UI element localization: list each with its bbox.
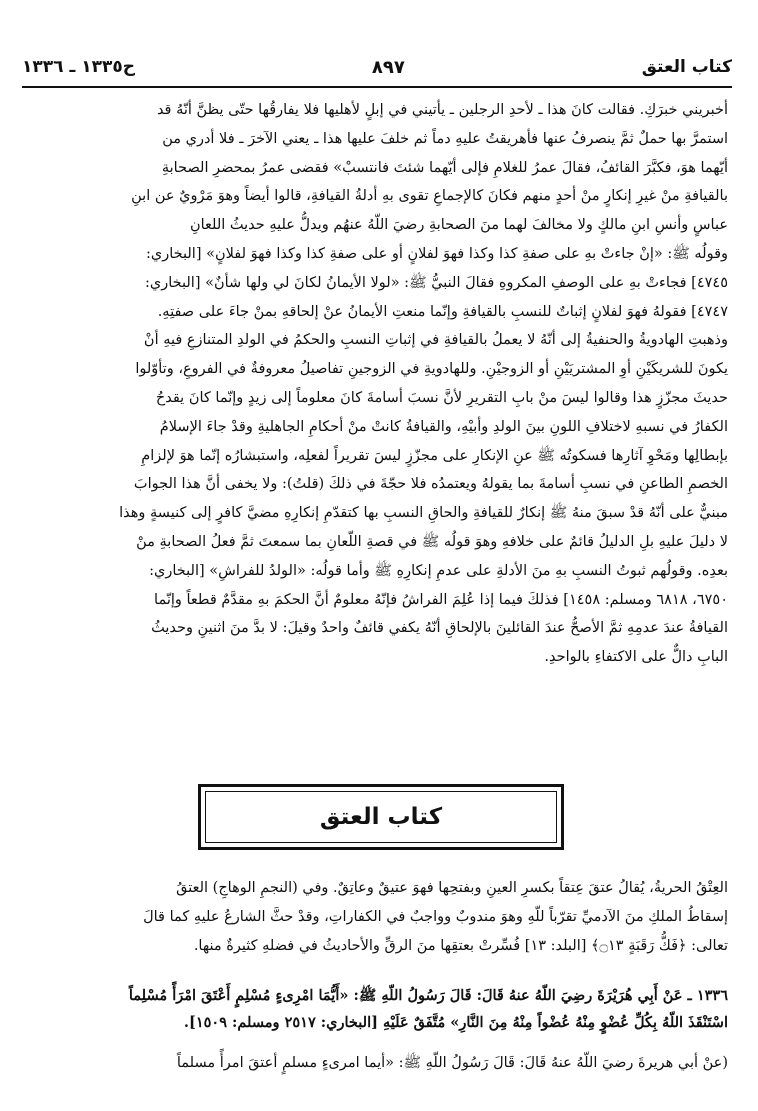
text-line: البابِ دالٌّ على الاكتفاءِ بالواحدِ.	[544, 649, 728, 666]
text-line: اسْتَنْقَذَ اللّهُ بِكُلِّ عُضْوٍ مِنْهُ عُضْواً مِنْهُ مِنَ النَّارِ» مُتَّفَقٌ عَلَيْهِ [البخاري: ٢٥١٧ ومسلم: ١٥٠٩].	[183, 1014, 728, 1031]
text-line: بالقيافةِ منْ غيرِ إنكارٍ منْ أحدٍ منهم فكانَ كالإجماعِ تقوى بهِ أدلةُ القيافةِ، قالوا أيضاً وهوَ مَرْويٌ عن ابنِ	[131, 188, 728, 205]
page-header	[22, 50, 732, 84]
hadith-text	[30, 982, 728, 1036]
text-line: ٤٧٤٥] فجاءتْ بهِ على الوصفِ المكروهِ فقالَ النبيُّ ﷺ: «لولا الأيمانُ لكانَ لي ولها شأنٌ» [البخاري:	[144, 274, 728, 291]
hadith-range: ح١٣٣٥ ـ ١٣٣٦	[22, 57, 135, 77]
section-title: كتاب العتق	[205, 791, 557, 843]
text-line: يكونَ للشريكَيْنِ أوِ المشتريَيْنِ أو الزوجيْنِ. وللهادويةِ في الزوجينِ تفاصيلُ معروفةٌ في الفروعِ، وتأوّلوا	[135, 361, 728, 378]
page-number: ٨٩٧	[371, 56, 405, 78]
text-line: العِتْقُ الحريةُ، يُقالُ عتقَ عِتقاً بكسرِ العينِ وبفتحِها فهوَ عتيقٌ وعاتِقٌ. وفي (النجمِ الوهاجِ) العتقُ	[176, 880, 728, 896]
text-line: وذهبتِ الهادويةُ والحنفيةُ إلى أنّهُ لا يعملُ بالقيافةِ في إثباتِ النسبِ والحكمُ في الولدِ المتنازعِ فيهِ أنْ	[143, 332, 728, 349]
text-line: أيّهما هوَ، فكبَّرَ القائفُ، فقالَ عمرُ للغلامِ فإلى أيّهما شئتَ فانتسبْ» فقضى عمرُ بمحضرِ الصحابةِ	[161, 159, 728, 176]
intro-text	[30, 874, 728, 960]
text-line: إسقاطُ الملكِ منَ الآدميِّ تقرّباً للّهِ وهوَ مندوبٌ وواجبٌ في الكفاراتِ، وقدْ حثَّ الشارعُ عليهِ كما قالَ	[143, 908, 728, 925]
text-line: وقولُه ﷺ: «إنْ جاءتْ بهِ على صفةِ كذا وكذا فهوَ لفلانٍ أو على صفةِ كذا وكذا فهوَ لفلانٍ» [البخاري:	[146, 245, 728, 262]
hadith-commentary-start	[30, 1049, 728, 1078]
chapter-title: كتاب العتق	[641, 57, 732, 77]
text-line: (عنْ أبي هريرةَ رضيَ اللّهُ عنهُ قَالَ: قَالَ رَسُولُ اللّهِ ﷺ: «أيما امرىءٍ مسلمٍ أعتقَ امرأً مسلماً	[176, 1055, 728, 1071]
text-line: الكفارُ في نسبهِ لاختلافِ اللونِ بينَ الولدِ وأبيْهِ، والقيافةُ كانتْ منْ أحكامِ الجاهليةِ وقدْ جاءَ الإسلامُ	[159, 418, 728, 435]
text-line: ٤٧٤٧] فقولهُ فهوَ لفلانٍ إثباتٌ للنسبِ بالقيافةِ وإنّما منعتِ الأيمانُ عنْ إلحاقهِ بمنْ جاءَ على صفتِهِ.	[157, 303, 728, 320]
section-title-frame	[198, 784, 564, 850]
text-line: استمرَّ بها حملٌ ثمَّ ينصرفُ عنها فأهريقتُ عليهِ دماً ثم خلفَ عليها هذا ـ يعني الآخرَ ـ فلا أدري من	[162, 130, 728, 147]
text-line: ٦٧٥٠، ٦٨١٨ ومسلم: ١٤٥٨] فذلكَ فيما إذا عُلِمَ الفراشُ فإنّهُ معلومٌ أنَّ الحكمَ بهِ مقدَّمٌ قطعاً وإنّما	[154, 591, 728, 608]
text-line: تعالى: ﴿فَكُّ رَقَبَةٍ ۝١٣﴾ [البلد: ١٣] فُسِّرتْ بعتقِها منَ الرقِّ والأحاديثُ في فضلهِ كثيرةٌ منها.	[193, 937, 728, 954]
header-rule	[22, 86, 732, 88]
text-line: الخصمِ الطاعنِ في نسبِ أسامةَ بما يقولهُ ويعتمدُه فلا حجّةَ في ذلكَ (قلتُ): ولا يخفى أنَّ هذا الجوابَ	[133, 476, 728, 493]
text-line: ١٣٣٦ ـ عَنْ أَبِي هُرَيْرَةَ رضِيَ اللّهُ عنهُ قَالَ: قَالَ رَسُولُ اللّهِ ﷺ: «أَيُّمَا امْرِىءٍ مُسْلِمٍ أَعْتَقَ امْرَأً مُسْلِماً	[128, 987, 728, 1004]
text-line: لا دليلَ عليهِ بلِ الدليلُ قائمٌ على خلافهِ وهوَ قولُه ﷺ في قصةِ اللّعانِ بما سمعتَ ثمَّ فعلُ الصحابةِ منْ	[136, 533, 728, 550]
text-line: القيافةُ عندَ عدمِهِ ثمَّ الأصحُّ عندَ القائلينَ بالإلحاقِ أنّهُ يكفي قائفٌ واحدٌ وقيلَ: لا بدَّ منَ اثنينِ وحديثُ	[151, 620, 728, 637]
text-line: بإبطالِها ومَحْوِ آثارِها فسكوتُه ﷺ عنِ الإنكارِ على مجزّزٍ ليسَ تقريراً لفعلِه، واستبشارُه إنّما هوَ لإلزامِ	[141, 447, 728, 464]
text-line: عباسٍ وأنسِ ابنِ مالكٍ ولا مخالفَ لهما منَ الصحابةِ رضيَ اللّهُ عنهُم ويدلُّ عليهِ حديثُ اللعانِ	[189, 217, 728, 234]
text-line: بعدِه. وقولُهم ثبوتُ النسبِ بهِ منَ الأدلةِ على عدمِ إنكارِهِ ﷺ وأما قولُه: «الولدُ للفراشِ» [البخاري:	[149, 562, 728, 579]
text-line: حديثَ مجزّزٍ هذا وقالوا ليسَ منْ بابِ التقريرِ لأنَّ نسبَ أسامةَ كانَ معلوماً إلى زيدٍ وإنّما كانَ يقدحُ	[155, 389, 728, 406]
text-line: أخبريني خبرَكِ. فقالت كانَ هذا ـ لأحدِ الرجلين ـ يأتيني في إبلٍ لأهليها فلا يفارقُها حتّى يظنَّ أنّهُ قد	[156, 102, 728, 118]
text-line: مبنيٌّ على أنّهُ قدْ سبقَ منهُ ﷺ إنكارٌ للقيافةِ والحاقِ النسبِ بها كتقدّمِ إنكارِهِ مضيَّ كافرٍ إلى كنيسةٍ وهذا	[119, 505, 728, 522]
commentary-text	[30, 96, 728, 672]
